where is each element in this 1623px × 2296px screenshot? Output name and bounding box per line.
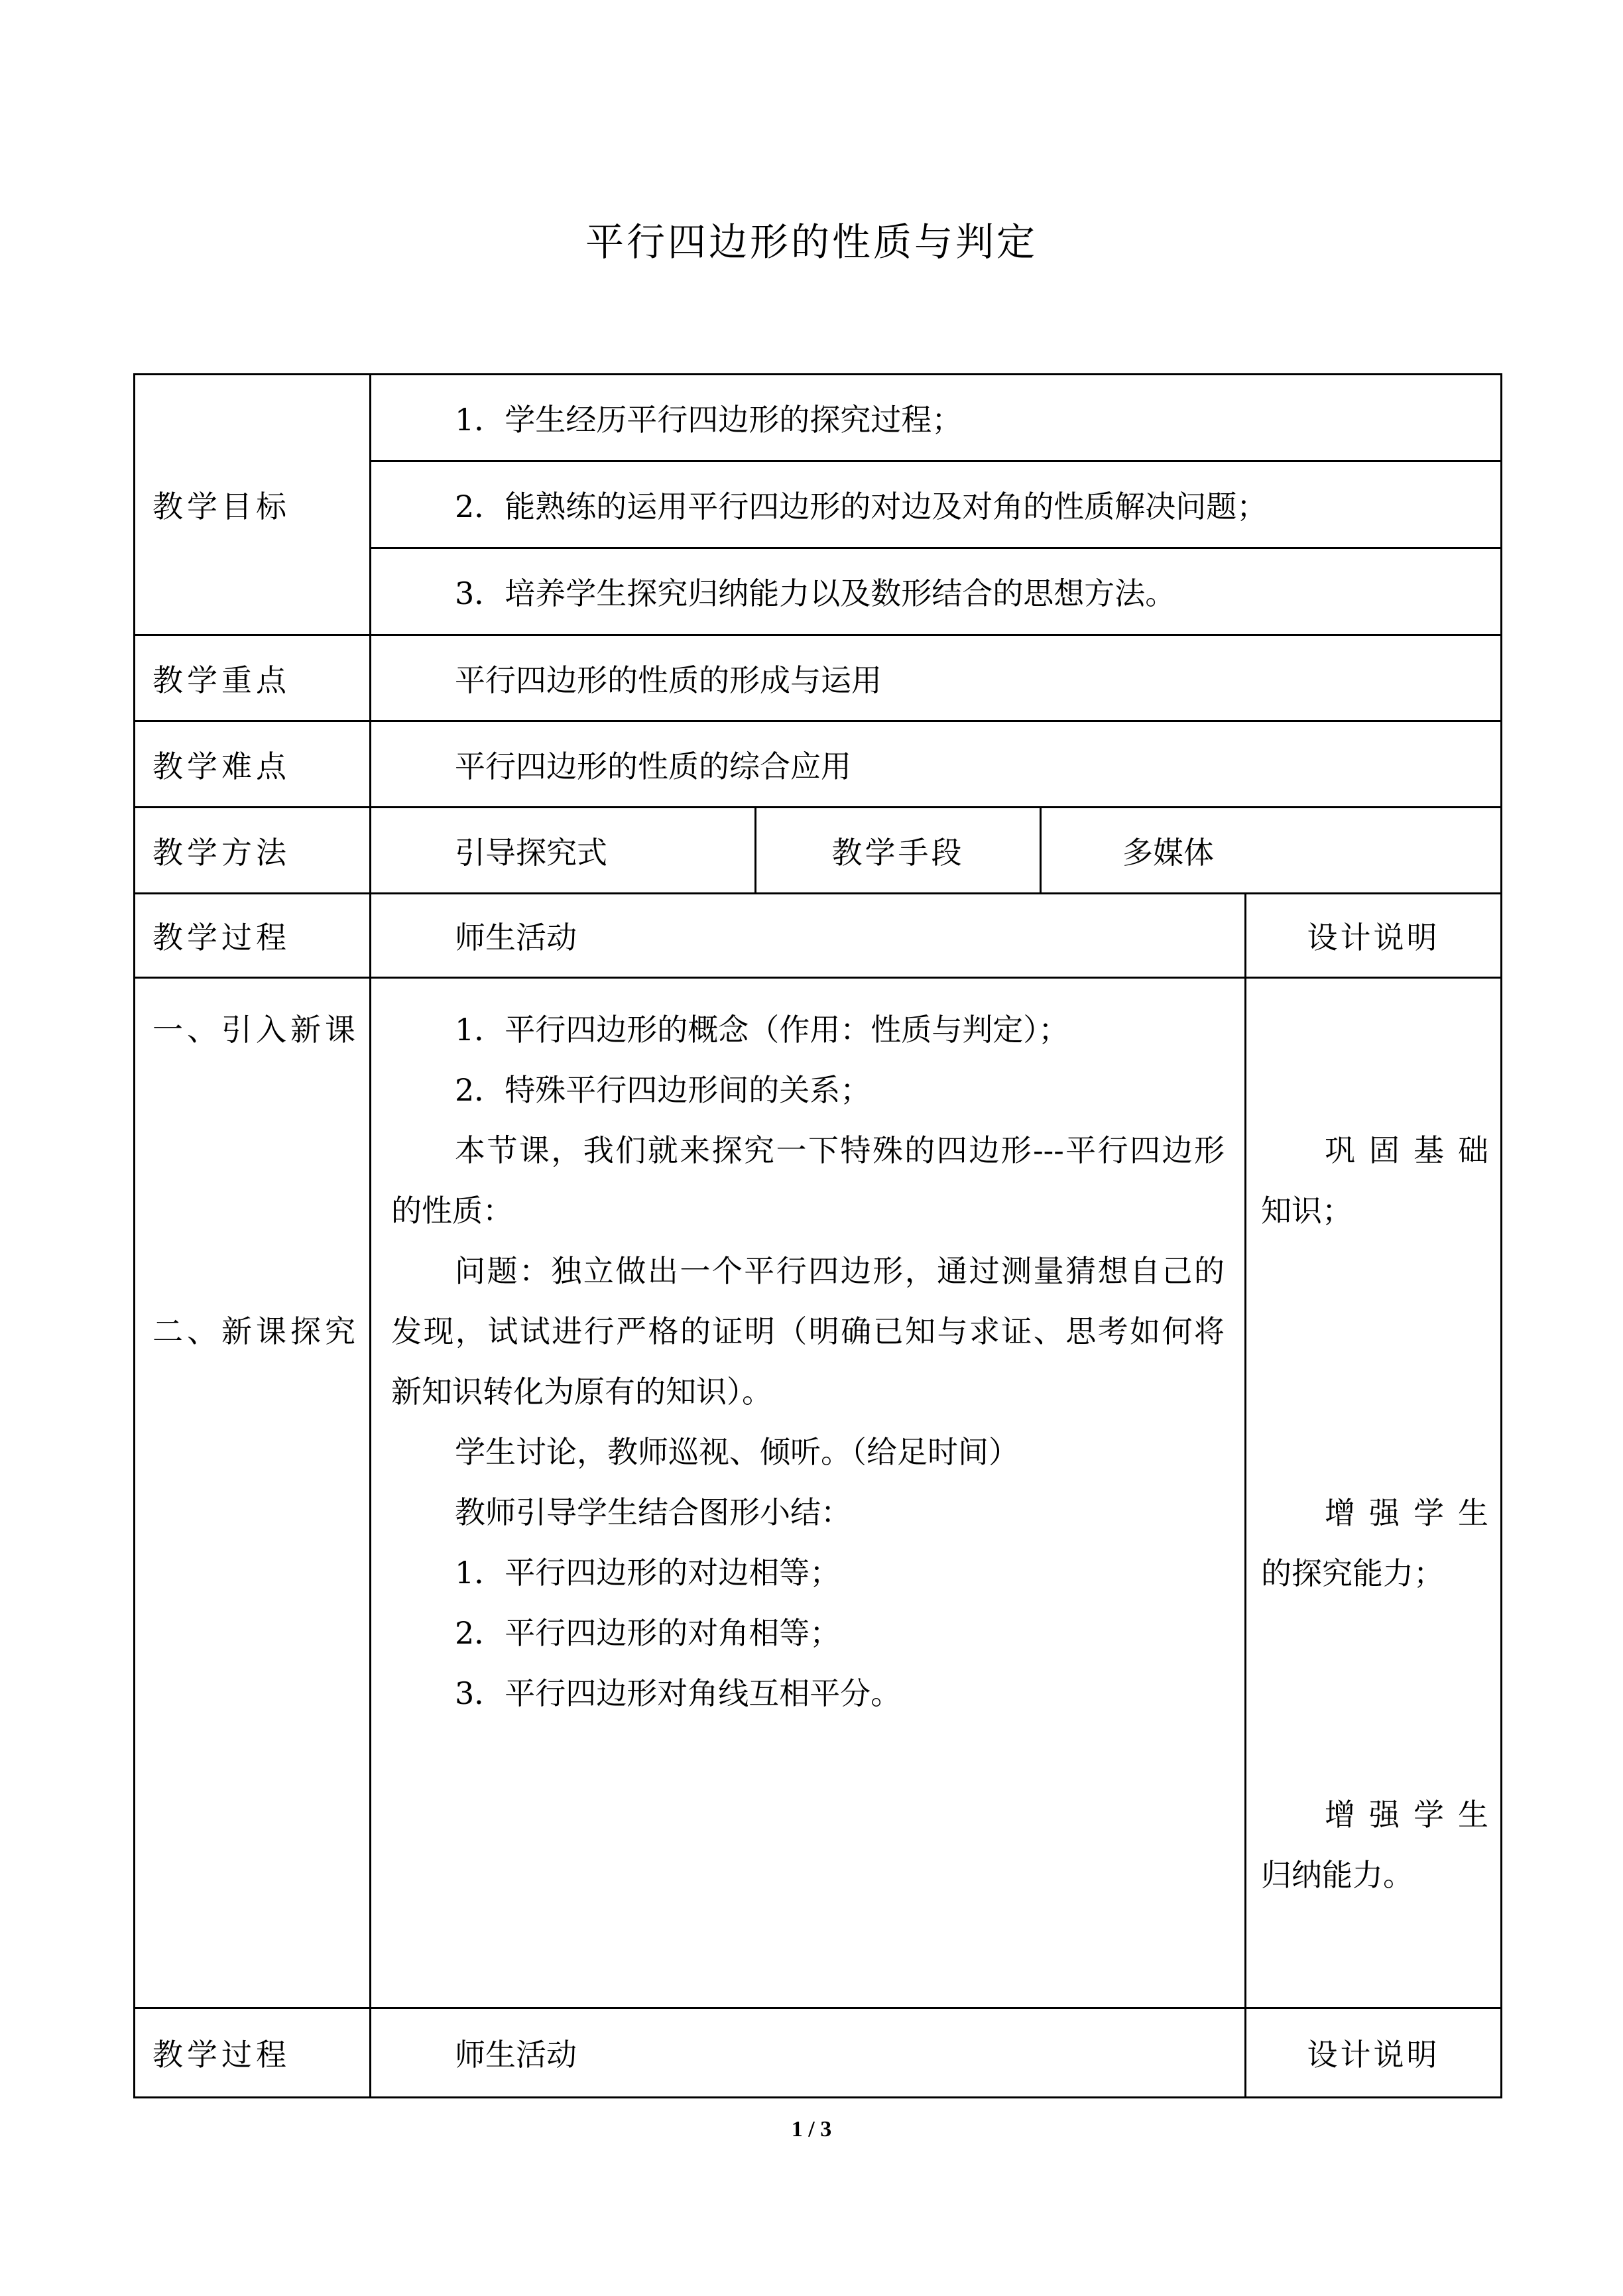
method-label: 教学方法 bbox=[135, 808, 371, 894]
activity-line: 2．平行四边形的对角相等； bbox=[455, 1615, 841, 1651]
difficulty-label: 教学难点 bbox=[135, 721, 371, 808]
method-value: 引导探究式 bbox=[371, 808, 756, 894]
process-header-row bbox=[135, 894, 1502, 978]
activity-line: 问题：独立做出一个平行四边形，通过测量猜想自己的 bbox=[455, 1253, 1225, 1289]
process-sections bbox=[135, 978, 371, 2008]
method-row bbox=[135, 808, 1502, 894]
difficulty-value: 平行四边形的性质的综合应用 bbox=[371, 721, 1502, 808]
section-explore: 二、新课探究 bbox=[152, 1313, 359, 1349]
activity-line: 1．平行四边形的概念（作用：性质与判定）； bbox=[455, 1012, 1069, 1048]
activity-header: 师生活动 bbox=[371, 894, 1246, 978]
note-line: 增强学生 bbox=[1325, 1495, 1489, 1531]
focus-value: 平行四边形的性质的形成与运用 bbox=[371, 635, 1502, 721]
difficulty-row bbox=[135, 721, 1502, 808]
note-header-2: 设计说明 bbox=[1246, 2008, 1502, 2098]
activity-line: 的性质： bbox=[391, 1193, 513, 1229]
activity-line: 本节课，我们就来探究一下特殊的四边形---平行四边形 bbox=[455, 1132, 1225, 1168]
note-line: 巩固基础 bbox=[1325, 1132, 1489, 1168]
activity-line: 1．平行四边形的对边相等； bbox=[455, 1555, 841, 1591]
process-label-2: 教学过程 bbox=[135, 2008, 371, 2098]
means-value: 多媒体 bbox=[1041, 808, 1502, 894]
goals-row bbox=[135, 375, 1502, 461]
section-intro: 一、引入新课 bbox=[152, 1012, 359, 1048]
design-notes bbox=[1246, 978, 1502, 2008]
activity-content bbox=[371, 978, 1246, 2008]
document-title: 平行四边形的性质与判定 bbox=[585, 219, 1038, 265]
activity-line: 发现，试试进行严格的证明（明确已知与求证、思考如何将 bbox=[391, 1313, 1225, 1349]
goal-item: 1．学生经历平行四边形的探究过程； bbox=[371, 375, 1502, 461]
note-line: 知识； bbox=[1261, 1193, 1352, 1229]
activity-line: 2．特殊平行四边形间的关系； bbox=[455, 1072, 871, 1108]
process-body-row bbox=[135, 978, 1502, 2008]
page-number: 1 / 3 bbox=[791, 2117, 832, 2142]
process-header-row-2 bbox=[135, 2008, 1502, 2098]
process-label: 教学过程 bbox=[135, 894, 371, 978]
activity-header-2: 师生活动 bbox=[371, 2008, 1246, 2098]
goal-item: 3．培养学生探究归纳能力以及数形结合的思想方法。 bbox=[371, 548, 1502, 635]
note-line: 的探究能力； bbox=[1261, 1555, 1444, 1591]
note-header: 设计说明 bbox=[1246, 894, 1502, 978]
focus-label: 教学重点 bbox=[135, 635, 371, 721]
note-line: 增强学生 bbox=[1325, 1797, 1489, 1833]
lesson-plan-table bbox=[133, 373, 1502, 2098]
goal-item: 2．能熟练的运用平行四边形的对边及对角的性质解决问题； bbox=[371, 461, 1502, 548]
means-label: 教学手段 bbox=[756, 808, 1041, 894]
focus-row bbox=[135, 635, 1502, 721]
activity-line: 3．平行四边形对角线互相平分。 bbox=[455, 1675, 902, 1711]
note-line: 归纳能力。 bbox=[1261, 1857, 1413, 1893]
activity-line: 学生讨论，教师巡视、倾听。（给足时间） bbox=[455, 1434, 1019, 1470]
goals-label: 教学目标 bbox=[135, 375, 371, 635]
activity-line: 教师引导学生结合图形小结： bbox=[455, 1494, 851, 1530]
activity-line: 新知识转化为原有的知识）。 bbox=[391, 1374, 772, 1410]
